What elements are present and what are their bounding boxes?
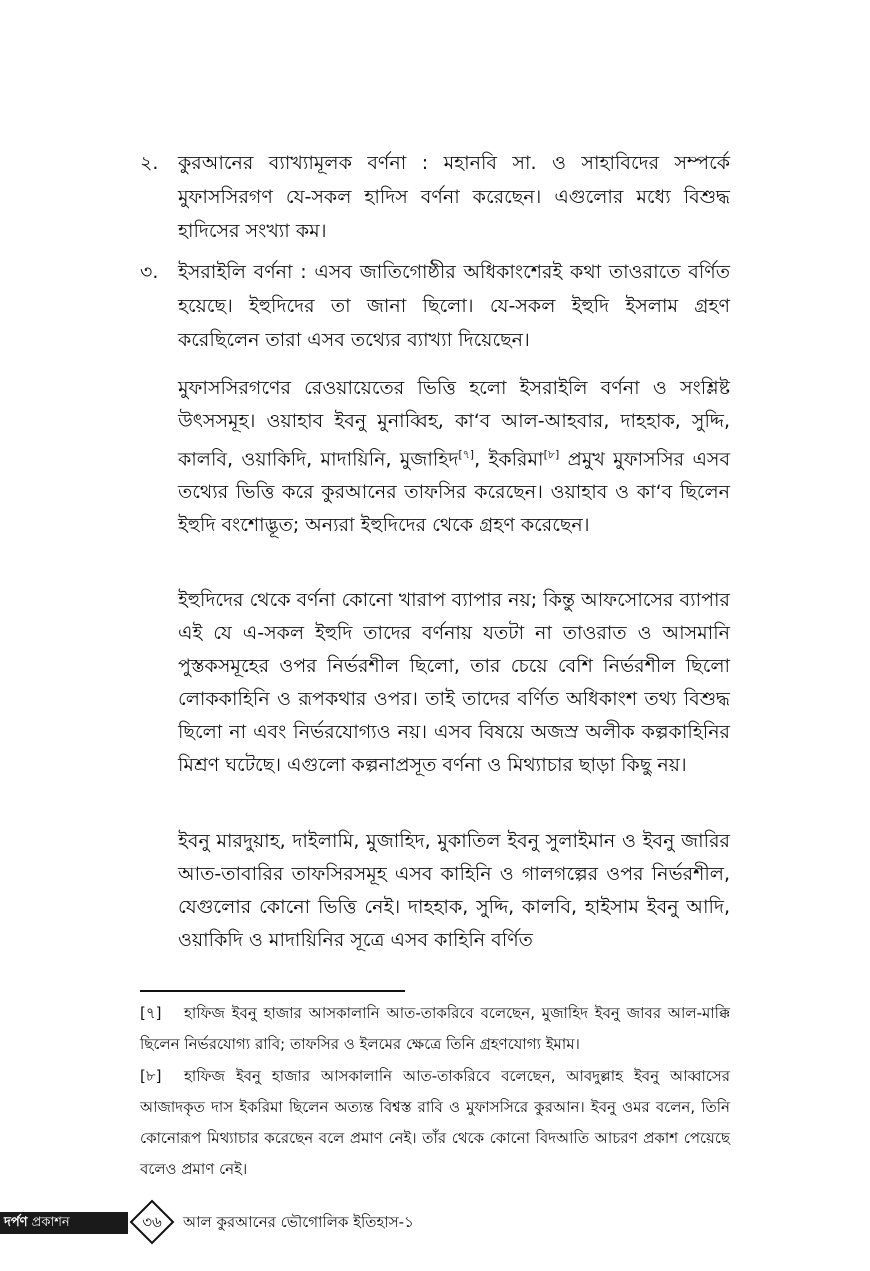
page-number: ৩৬ [142, 1213, 162, 1231]
publisher-logo-word: প্রকাশন [27, 1215, 70, 1230]
publisher-logo-mark: দর্পণ [4, 1215, 28, 1230]
list-item-3 [140, 255, 730, 357]
list-item-2 [140, 146, 730, 248]
running-book-title: আল কুরআনের ভৌগোলিক ইতিহাস-১ [183, 1213, 414, 1231]
footnote-text: হাফিজ ইবনু হাজার আসকালানি আত-তাকরিবে বলেছেন, মুজাহিদ ইবনু জাবর আল-মাক্কি ছিলেন নির্ভরযোগ্য রাবি; তাফসির ও ইলমের ক্ষেত্রে তিনি গ্রহণযোগ্য ইমাম। [140, 1004, 730, 1053]
paragraph-mufassir-sources [178, 372, 730, 542]
paragraph-text: মুফাসসিরগণের রেওয়ায়েতের ভিত্তি হলো ইসরাইলি বর্ণনা ও সংশ্লিষ্ট উৎসসমূহ। ওয়াহাব ইবনু মুনাব্বিহ, কা‘ব আল-আহবার, দাহহাক, সুদ্দি, কালবি, ওয়াকিদি, মাদায়িনি, মুজাহিদ [178, 377, 730, 471]
footnote-mark: [৮] [140, 1067, 162, 1085]
footnote-7 [140, 998, 730, 1060]
footnote-8 [140, 1061, 730, 1185]
footnote-ref-7[interactable]: [৭] [458, 448, 475, 461]
paragraph-tafsir-works: ইবনু মারদুয়াহ, দাইলামি, মুজাহিদ, মুকাতিল ইবনু সুলাইমান ও ইবনু জারির আত-তাবারির তাফসিরসমূহ এসব কাহিনি ও গালগল্পের ওপর নির্ভরশীল, যেগুলোর কোনো ভিত্তি নেই। দাহহাক, সুদ্দি, কালবি, হাইসাম ইবনু আদি, ওয়াকিদি ও মাদায়িনির সূত্রে এসব কাহিনি বর্ণিত [178, 830, 730, 951]
paragraph-jewish-narrations: ইহুদিদের থেকে বর্ণনা কোনো খারাপ ব্যাপার নয়; কিন্তু আফসোসের ব্যাপার এই যে এ-সকল ইহুদি তাদের বর্ণনায় যতটা না তাওরাত ও আসমানি পুস্তকসমূহের ওপর নির্ভরশীল ছিলো, তার চেয়ে বেশি নির্ভরশীল ছিলো লোককাহিনি ও রূপকথার ওপর। তাই তাদের বর্ণিত অধিকাংশ তথ্য বিশুদ্ধ ছিলো না এবং নির্ভরযোগ্যও নয়। এসব বিষয়ে অজস্র অলীক কল্পকাহিনির মিশ্রণ ঘটেছে। এগুলো কল্পনাপ্রসূত বর্ণনা ও মিথ্যাচার ছাড়া কিছু নয়। [178, 589, 730, 776]
paragraph-text: , ইকরিমা [474, 448, 544, 471]
footnote-text: হাফিজ ইবনু হাজার আসকালানি আত-তাকরিবে বলেছেন, আবদুল্লাহ ইবনু আব্বাসের আজাদকৃত দাস ইকরিমা ছিলেন অত্যন্ত বিশ্বস্ত রাবি ও মুফাসসিরে কুরআন। ইবনু ওমর বলেন, তিনি কোনোরূপ মিথ্যাচার করেছেন বলে প্রমাণ নেই। তাঁর থেকে কোনো বিদআতি আচরণ প্রকাশ পেয়েছে বলেও প্রমাণ নেই। [140, 1067, 730, 1178]
list-item-text: ইসরাইলি বর্ণনা : এসব জাতিগোষ্ঠীর অধিকাংশেরই কথা তাওরাতে বর্ণিত হয়েছে। ইহুদিদের তা জানা ছিলো। যে-সকল ইহুদি ইসলাম গ্রহণ করেছিলেন তারা এসব তথ্যের ব্যাখ্যা দিয়েছেন। [178, 261, 730, 351]
footnote-ref-8[interactable]: [৮] [543, 448, 560, 461]
paragraph-text: প্রমুখ মুফাসসির এসব তথ্যের ভিত্তি করে কুরআনের তাফসির করেছেন। ওয়াহাব ও কা‘ব ছিলেন ইহুদি বংশোদ্ভূত; অন্যরা ইহুদিদের থেকে গ্রহণ করেছেন। [178, 448, 731, 537]
footnote-mark: [৭] [140, 1004, 162, 1022]
list-item-number: ২. [140, 152, 159, 174]
list-item-number: ৩. [140, 261, 159, 283]
publisher-logo [0, 1212, 128, 1234]
list-item-text: কুরআনের ব্যাখ্যামূলক বর্ণনা : মহানবি সা. ও সাহাবিদের সম্পর্কে মুফাসসিরগণ যে-সকল হাদিস বর্ণনা করেছেন। এগুলোর মধ্যে বিশুদ্ধ হাদিসের সংখ্যা কম। [178, 152, 730, 242]
footnote-divider [140, 990, 405, 992]
page-footer [0, 1198, 870, 1246]
